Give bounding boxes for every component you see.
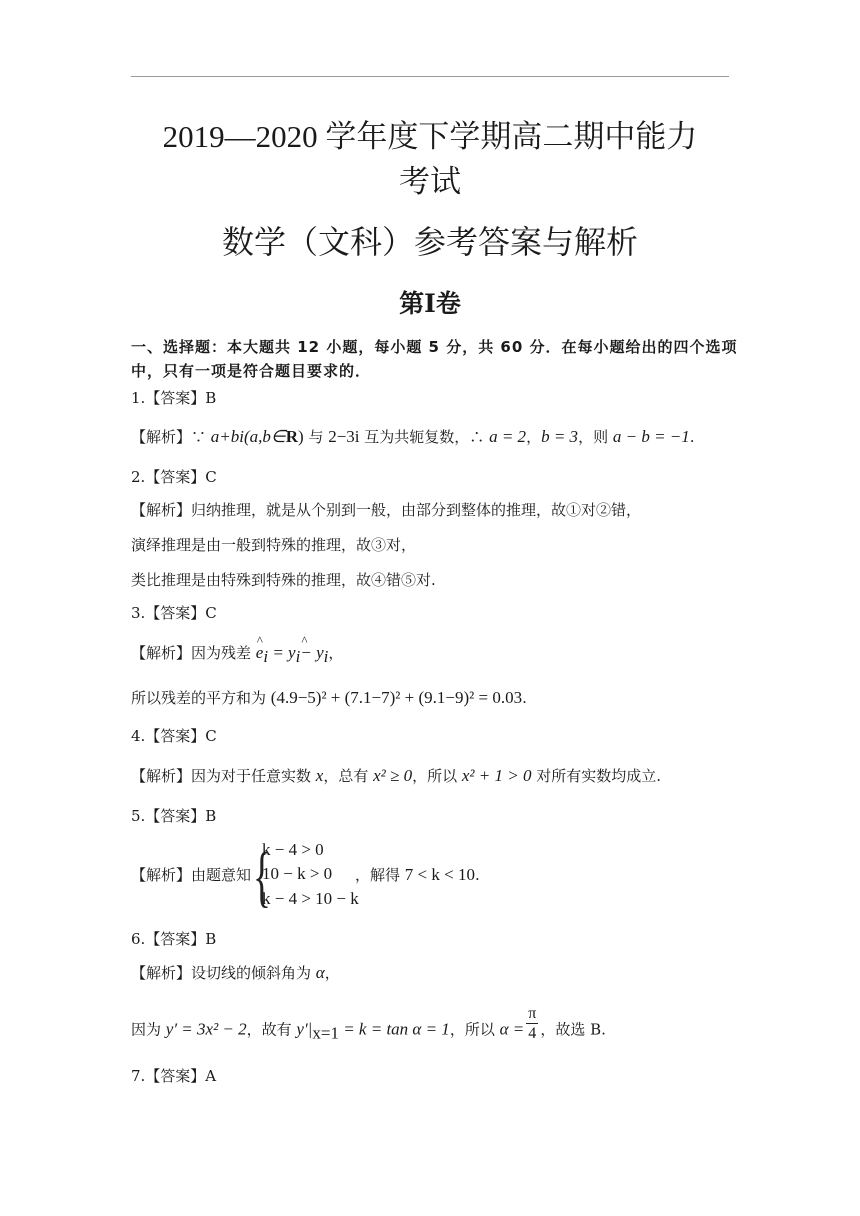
analysis-6-line2: 因为 y′ = 3x² − 2，故有 $y'|_{x=1} = k = \tan \alpha = 1$，所以 α = $\frac{\pi}{4}$ ，故选 B. — [131, 1005, 606, 1043]
analysis-5-result: ，解得 7 < k < 10. — [355, 865, 480, 884]
answer-7: 7.【答案】A — [131, 1067, 217, 1085]
system-ineq-2: 10 − k > 0 — [262, 864, 333, 883]
volume-heading: 第Ⅰ卷 — [399, 289, 461, 318]
analysis-2-line2: 演绎推理是由一般到特殊的推理，故③对， — [131, 536, 417, 554]
exam-subtitle: 数学（文科）参考答案与解析 — [221, 224, 638, 260]
analysis-2-line3: 类比推理是由特殊到特殊的推理，故④错⑤对. — [131, 571, 436, 589]
answer-2: 2.【答案】C — [131, 468, 217, 486]
section-heading: 一、选择题：本大题共 12 小题，每小题 5 分，共 60 分．在每小题给出的四个选项中，只有一项是符合题目要求的． — [131, 338, 738, 380]
analysis-3-line1: 【解析】因为残差 ^ $e_i$ = $y_i\^{} - y_i$， — [131, 642, 343, 668]
answer-6: 6.【答案】B — [131, 930, 217, 948]
analysis-4: 【解析】因为对于任意实数 x，总有 x² ≥ 0，所以 x² + 1 > 0 对所有实数均成立. — [131, 766, 662, 785]
system-ineq-3: k − 4 > 10 − k — [262, 889, 359, 908]
analysis-2-line1: 【解析】归纳推理，就是从个别到一般，由部分到整体的推理，故①对②错， — [131, 501, 642, 519]
exam-title-line2: 考试 — [399, 164, 461, 199]
analysis-6-line1: 【解析】设切线的倾斜角为 α， — [131, 963, 340, 982]
exam-title-line1: 2019—2020 学年度下学期高二期中能力 — [162, 119, 698, 154]
residual-hat: ^ e — [256, 642, 264, 664]
answer-4: 4.【答案】C — [131, 727, 217, 745]
answer-1: 1.【答案】B — [131, 389, 217, 407]
analysis-3-line2: 所以残差的平方和为 (4.9−5)² + (7.1−7)² + (9.1−9)² = 0.03. — [131, 688, 527, 707]
analysis-5-label: 【解析】由题意知 — [131, 866, 252, 884]
answer-3: 3.【答案】C — [131, 604, 217, 622]
system-brace: { — [253, 838, 271, 914]
analysis-1: 【解析】∵ a+bi(a,b∈R) 与 2−3i 互为共轭复数，∴ a = 2，b = 3，则 a − b = −1. — [131, 427, 695, 446]
answer-5: 5.【答案】B — [131, 807, 217, 825]
pi-over-4-fraction: $\frac{\pi}{4}$ — [528, 1005, 537, 1042]
header-rule — [131, 76, 729, 77]
system-ineq-1: k − 4 > 0 — [262, 840, 324, 859]
analysis-label: 【解析】 — [131, 428, 192, 446]
